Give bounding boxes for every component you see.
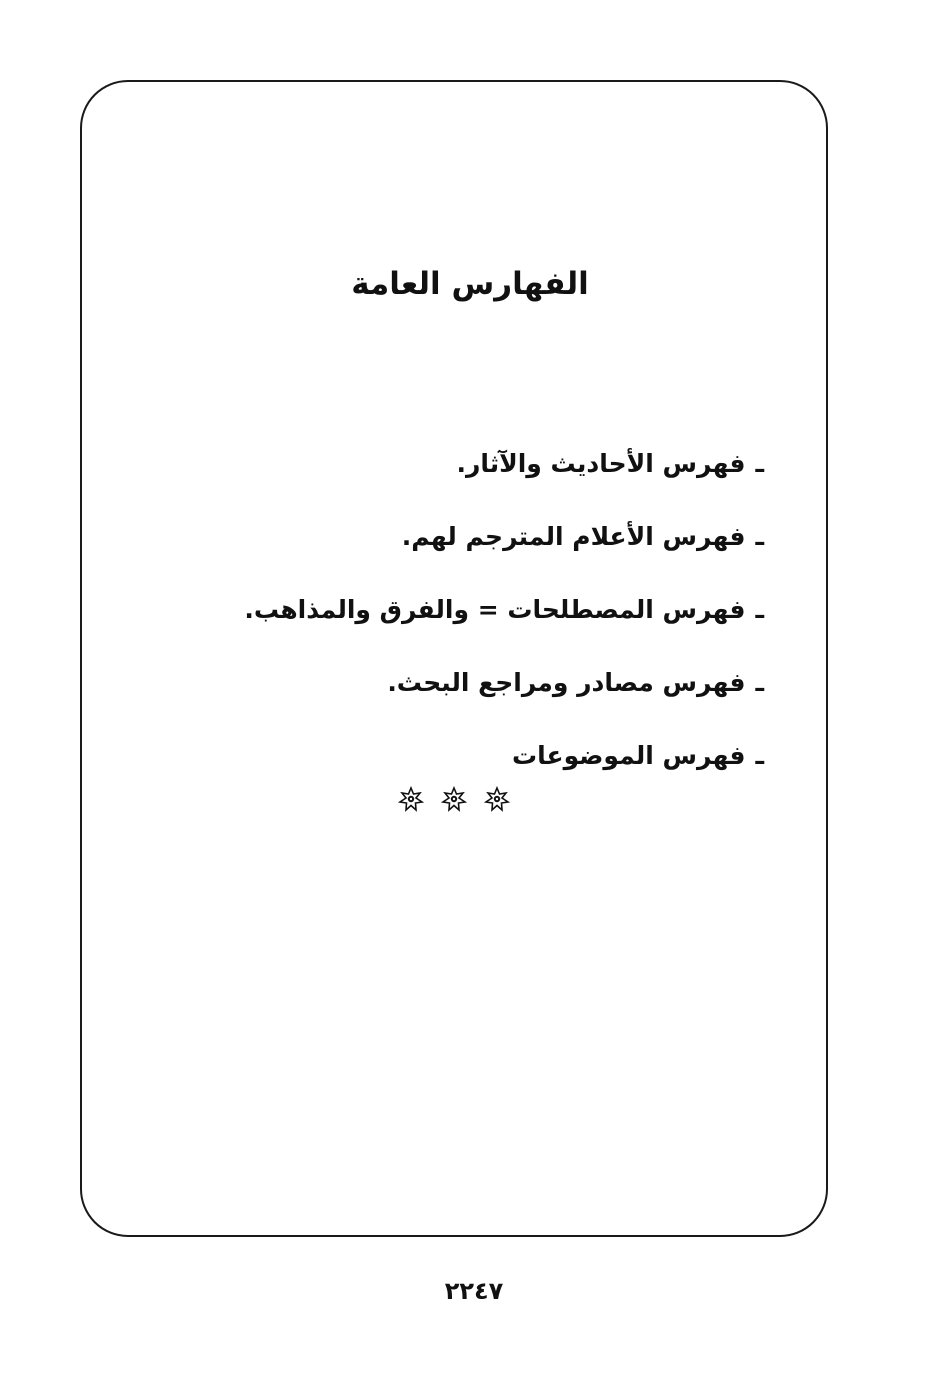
list-item-text: فهرس الأحاديث والآثار. — [456, 449, 746, 478]
list-item — [244, 586, 764, 634]
list-item — [244, 732, 764, 780]
flower-ornament-icon — [484, 786, 510, 812]
list-bullet: ـ — [755, 668, 764, 697]
page-title: الفهارس العامة — [351, 266, 589, 302]
list-item — [244, 513, 764, 561]
page-number: ٢٢٤٧ — [444, 1277, 504, 1305]
list-bullet: ـ — [755, 741, 764, 770]
list-item-text: فهرس الأعلام المترجم لهم. — [401, 522, 746, 551]
index-list — [244, 440, 764, 805]
list-item-text: فهرس مصادر ومراجع البحث. — [387, 668, 746, 697]
list-bullet: ـ — [755, 522, 764, 551]
section-end-ornaments — [398, 786, 510, 812]
flower-ornament-icon — [398, 786, 424, 812]
flower-ornament-icon — [441, 786, 467, 812]
list-bullet: ـ — [755, 595, 764, 624]
list-item-text: فهرس المصطلحات = والفرق والمذاهب. — [244, 595, 746, 624]
list-item — [244, 440, 764, 488]
list-bullet: ـ — [755, 449, 764, 478]
list-item-text: فهرس الموضوعات — [512, 741, 746, 770]
list-item — [244, 659, 764, 707]
